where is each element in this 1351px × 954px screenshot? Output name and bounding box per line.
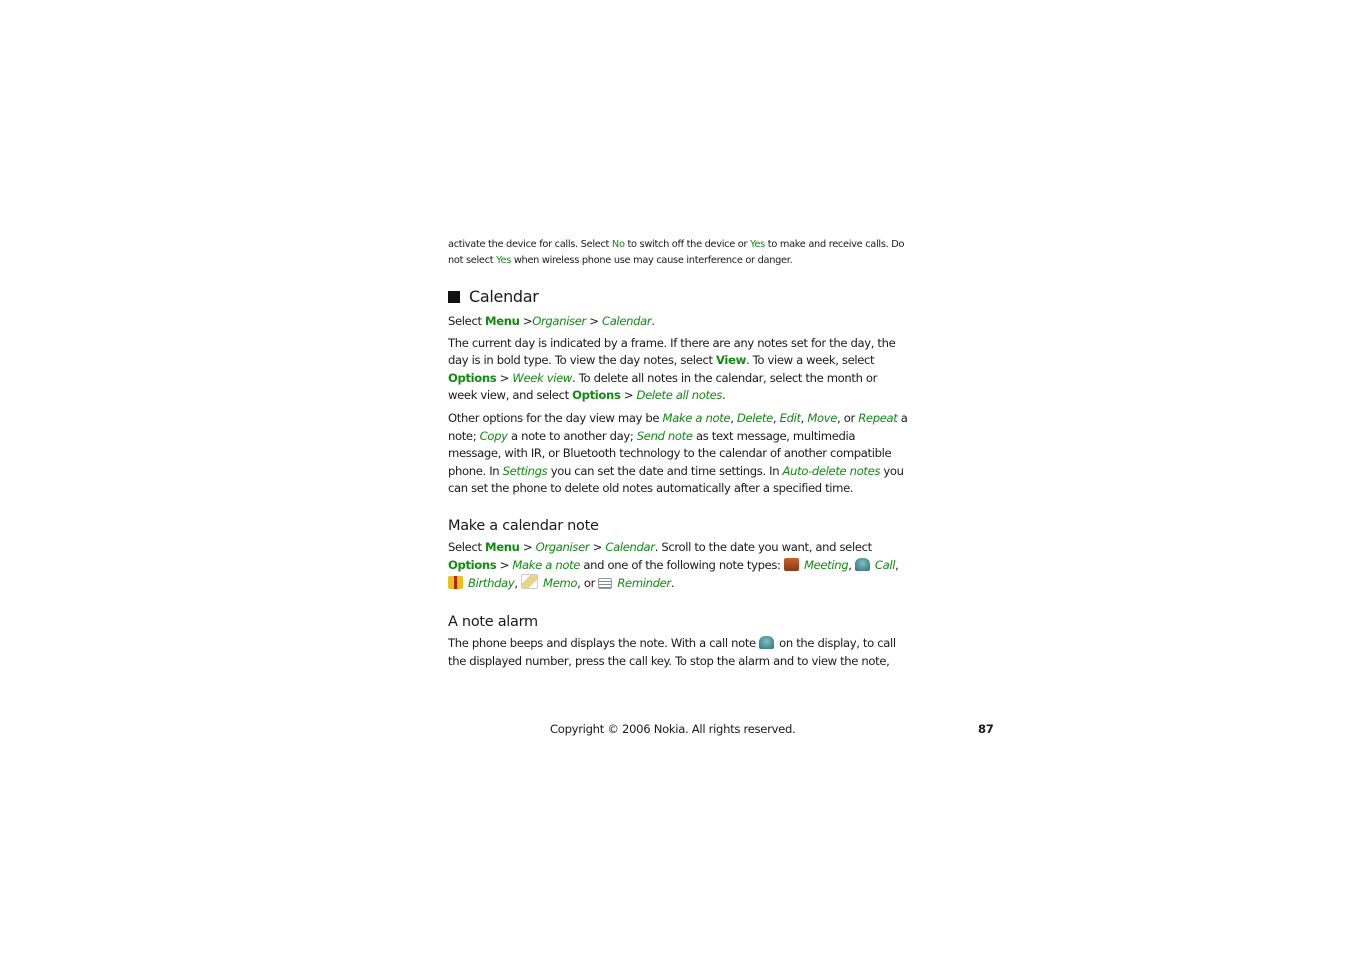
menu-term: Organiser xyxy=(535,540,590,554)
note-alarm-section xyxy=(448,614,908,670)
call-icon xyxy=(759,636,774,649)
note-alarm-paragraph xyxy=(448,635,908,670)
text-run: . To delete all notes in the calendar, select the month or week view, and select xyxy=(448,370,878,403)
calendar-title: Calendar xyxy=(469,287,539,306)
meeting-icon xyxy=(784,558,799,571)
text-run: as text message, multimedia message, with IR, or Bluetooth technology to the calendar of another compatible phone. In xyxy=(448,428,892,478)
text-run: > xyxy=(519,540,536,554)
menu-term: Options xyxy=(572,388,621,403)
menu-term: Edit xyxy=(779,410,801,425)
menu-term: Repeat xyxy=(858,410,898,425)
intro-section xyxy=(448,237,908,269)
menu-term: Week view xyxy=(512,370,573,385)
copyright: Copyright © 2006 Nokia. All rights reserved. xyxy=(550,722,796,736)
text-run: Other options for the day view may be xyxy=(448,410,663,425)
menu-term: Reminder xyxy=(617,576,671,591)
reminder-icon xyxy=(598,578,612,589)
text-run: Select xyxy=(448,314,486,328)
note-alarm-heading: A note alarm xyxy=(448,614,538,630)
make-note-section xyxy=(448,518,908,593)
menu-term: Delete xyxy=(736,410,773,425)
text-run: you can set the date and time settings. In xyxy=(547,463,783,478)
menu-term: Yes xyxy=(750,239,765,250)
section-heading xyxy=(448,287,908,306)
text-run: > xyxy=(585,314,602,328)
menu-term: Make a note xyxy=(662,410,731,425)
menu-term: Send note xyxy=(636,428,693,443)
text-run: , xyxy=(514,576,522,591)
menu-term: Organiser xyxy=(532,314,586,328)
text-run: a note to another day; xyxy=(507,428,637,443)
menu-term: Options xyxy=(448,557,497,572)
square-bullet-icon xyxy=(448,291,460,303)
text-run: . xyxy=(670,576,675,591)
text-run: . xyxy=(651,314,655,328)
text-run: , xyxy=(848,557,855,572)
make-note-paragraph xyxy=(448,539,908,593)
menu-term: Move xyxy=(807,410,838,425)
menu-term: Options xyxy=(448,370,497,385)
text-run: . To view a week, select xyxy=(745,353,875,368)
text-run: The current day is indicated by a frame. If there are any notes set for the day, the day is in bold type. To view the day notes, select xyxy=(448,335,896,368)
text-run: when wireless phone use may cause interference or danger. xyxy=(511,255,793,266)
text-run: a note; xyxy=(448,410,908,443)
text-run: , xyxy=(895,557,899,572)
text-run: you can set the phone to delete old notes automatically after a specified time. xyxy=(448,463,904,496)
intro-paragraph xyxy=(448,237,908,269)
menu-term: View xyxy=(716,353,746,368)
menu-term: Make a note xyxy=(512,557,581,572)
text-run: , xyxy=(800,410,808,425)
page-number: 87 xyxy=(978,722,994,736)
menu-term: Delete all notes xyxy=(636,388,723,403)
text-run: . Scroll to the date you want, and select xyxy=(654,540,872,554)
text-run: activate the device for calls. Select xyxy=(448,239,612,250)
menu-term: Meeting xyxy=(803,557,849,572)
memo-icon xyxy=(521,574,538,589)
menu-term: Memo xyxy=(543,576,578,591)
text-run: > xyxy=(496,557,513,572)
menu-term: Auto-delete notes xyxy=(782,463,881,478)
menu-term: Menu xyxy=(485,540,520,554)
menu-term: No xyxy=(611,239,625,250)
text-run: . xyxy=(722,388,726,403)
text-run: , or xyxy=(837,410,859,425)
text-run: Select xyxy=(448,540,486,554)
birthday-icon xyxy=(448,576,463,589)
text-run: > xyxy=(496,370,513,385)
text-run: to switch off the device or xyxy=(624,239,751,250)
menu-term: Copy xyxy=(479,428,508,443)
menu-term: Settings xyxy=(502,463,548,478)
menu-term: Calendar xyxy=(602,314,652,328)
menu-term: Yes xyxy=(496,255,512,266)
make-note-heading: Make a calendar note xyxy=(448,518,599,534)
menu-term: Birthday xyxy=(468,576,515,591)
text-run: to make and receive calls. Do not select xyxy=(448,239,905,266)
text-run: > xyxy=(620,388,637,403)
text-run: > xyxy=(519,314,533,328)
menu-term: Calendar xyxy=(605,540,655,554)
text-run: > xyxy=(589,540,606,554)
calendar-options-paragraph xyxy=(448,410,908,498)
text-run: The phone beeps and displays the note. With a call note xyxy=(448,636,760,650)
text-run: , or xyxy=(577,576,599,591)
menu-term: Call xyxy=(874,557,896,572)
text-run: , xyxy=(730,410,737,425)
text-run: on the display, to call the displayed number, press the call key. To stop the alarm and to view the note, xyxy=(448,636,896,668)
text-run: and one of the following note types: xyxy=(580,557,784,572)
call-icon xyxy=(855,558,870,571)
text-run: , xyxy=(772,410,780,425)
menu-term: Menu xyxy=(485,314,520,328)
calendar-section xyxy=(448,287,908,498)
calendar-path-paragraph xyxy=(448,313,908,331)
calendar-description-paragraph xyxy=(448,335,908,405)
